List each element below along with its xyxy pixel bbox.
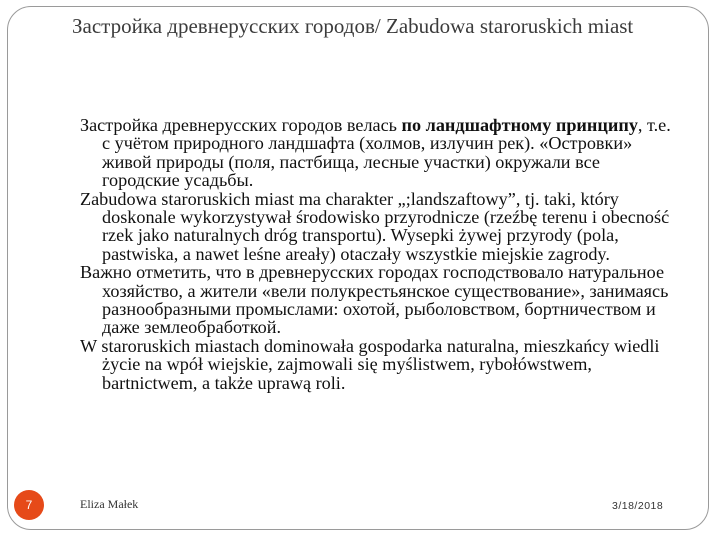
paragraph-russian-1: [80, 116, 680, 190]
paragraph-russian-2: Важно отметить, что в древнерусских городах господствовало натуральное хозяйство, а жители «вели полукрестьянское существование», занимаясь разнообразными промыслами: охотой, рыболовством, бортничеством и даже землеобработкой.: [80, 262, 669, 338]
footer-author: Eliza Małek: [80, 497, 139, 511]
paragraph-text: , т.е. с учётом природного ландшафта (холмов, излучин рек). «Островки» живой природы (поля, пастбища, лесные участки) окружали все городские усадьбы.: [102, 115, 671, 191]
bold-phrase: по ландшафтному принципу: [401, 115, 638, 135]
paragraph-polish-2: W staroruskich miastach dominowała gospodarka naturalna, mieszkańcy wiedli życie na wpół wiejskie, zajmowali się myślistwem, rybołówstwem, bartnictwem, a także uprawą roli.: [80, 335, 660, 393]
paragraph-polish-1: Zabudowa staroruskich miast ma charakter „;landszaftowy”, tj. taki, który doskonale wykorzystywał środowisko przyrodnicze (rzeźbę terenu i obecność rzek jako naturalnych dróg transportu). Wysepki żywej przyrody (pola, pastwiska, a nawet leśne areały) otaczały wszystkie miejskie zagrody.: [80, 188, 670, 264]
slide-body: [80, 116, 680, 392]
page-number-badge: 7: [14, 490, 44, 520]
paragraph-text: Застройка древнерусских городов велась: [80, 115, 402, 135]
slide-title: Застройка древнерусских городов/ Zabudowa staroruskich miast: [72, 14, 634, 38]
footer-date: 3/18/2018: [612, 500, 664, 512]
